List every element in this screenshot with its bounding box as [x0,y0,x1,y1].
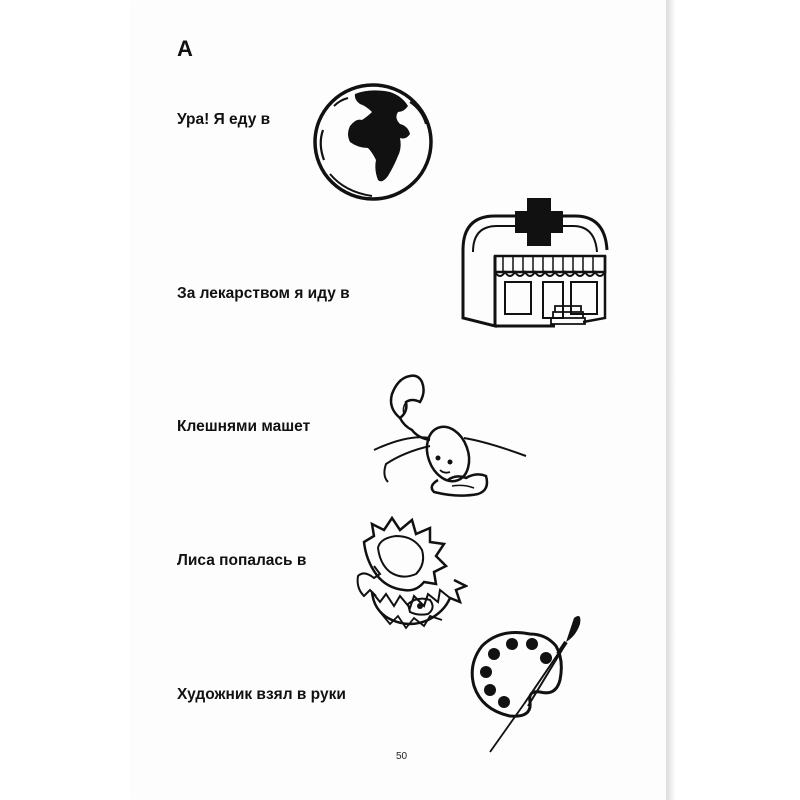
sentence-4: Лиса попалась в [177,552,307,569]
trap-icon [350,516,468,636]
page-edge-shadow [666,0,676,800]
sentence-5: Художник взял в руки [177,686,346,703]
pharmacy-icon [455,194,615,330]
sentence-2: За лекарством я иду в [177,285,350,302]
sentence-1: Ура! Я еду в [177,111,271,128]
sentence-3: Клешнями машет [177,418,311,435]
globe-icon [310,82,438,204]
page-heading-letter: А [177,36,193,61]
page-number: 50 [396,751,408,762]
palette-icon [460,606,586,756]
crayfish-icon [368,368,528,504]
